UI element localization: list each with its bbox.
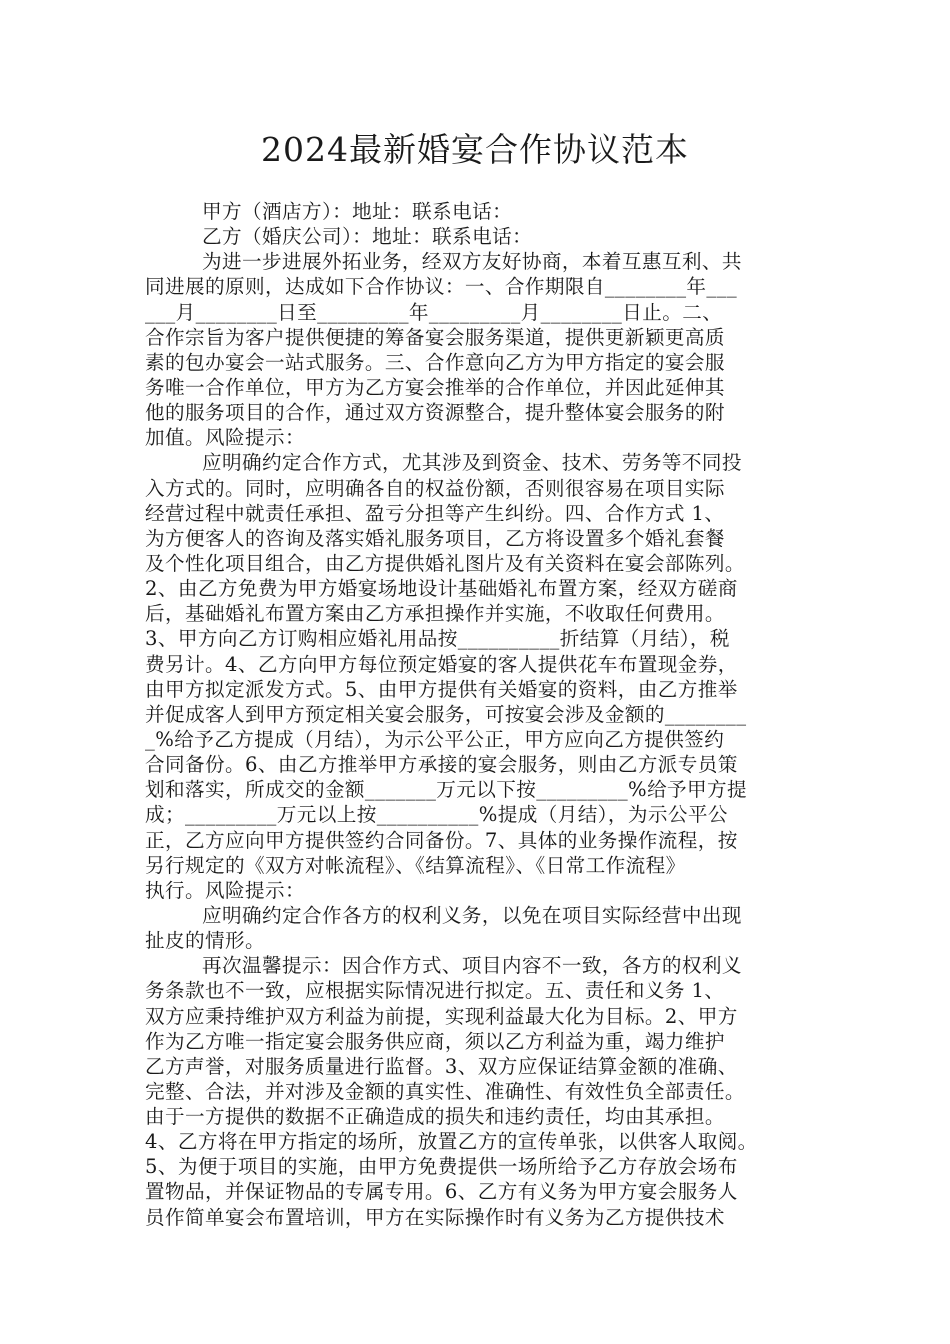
text-line: 乙方声誉，对服务质量进行监督。3、双方应保证结算金额的准确、: [145, 1054, 738, 1078]
text-line: 后，基础婚礼布置方案由乙方承担操作并实施，不收取任何费用。: [145, 602, 725, 626]
text-line: 成；_________万元以上按__________%提成（月结），为示公平公: [145, 803, 728, 827]
text-line: 应明确约定合作方式，尤其涉及到资金、技术、劳务等不同投: [202, 451, 742, 475]
text-line: 同进展的原则，达成如下合作协议：一、合作期限自________年___: [145, 275, 738, 299]
text-line: 合作宗旨为客户提供便捷的筹备宴会服务渠道，提供更新颖更高质: [145, 325, 725, 349]
text-line: 3、甲方向乙方订购相应婚礼用品按__________折结算（月结），税: [145, 627, 730, 651]
text-line: 为方便客人的咨询及落实婚礼服务项目，乙方将设置多个婚礼套餐: [145, 526, 725, 550]
text-line: 甲方（酒店方）：地址：联系电话：: [202, 200, 513, 223]
text-line: 及个性化项目组合，由乙方提供婚礼图片及有关资料在宴会部陈列。: [145, 551, 745, 575]
text-line: 费另计。4、乙方向甲方每位预定婚宴的客人提供花车布置现金券，: [145, 652, 738, 676]
text-line: 由甲方拟定派发方式。5、由甲方提供有关婚宴的资料，由乙方推举: [145, 677, 738, 701]
text-line: 务条款也不一致，应根据实际情况进行拟定。五、责任和义务 1、: [145, 979, 725, 1003]
text-line: 为进一步进展外拓业务，经双方友好协商，本着互惠互利、共: [202, 250, 742, 274]
text-line: 2、由乙方免费为甲方婚宴场地设计基础婚礼布置方案，经双方磋商: [145, 577, 738, 601]
text-line: 素的包办宴会一站式服务。三、合作意向乙方为甲方指定的宴会服: [145, 350, 725, 374]
text-line: 5、为便于项目的实施，由甲方免费提供一场所给予乙方存放会场布: [145, 1155, 738, 1179]
text-line: 作为乙方唯一指定宴会服务供应商，须以乙方利益为重，竭力维护: [145, 1029, 725, 1053]
text-line: 并促成客人到甲方预定相关宴会服务，可按宴会涉及金额的________: [145, 702, 747, 726]
text-line: 合同备份。6、由乙方推举甲方承接的宴会服务，则由乙方派专员策: [145, 753, 738, 777]
text-line: 由于一方提供的数据不正确造成的损失和违约责任，均由其承担。: [145, 1105, 725, 1129]
document-title: 2024最新婚宴合作协议范本: [261, 130, 689, 169]
text-line: 员作简单宴会布置培训，甲方在实际操作时有义务为乙方提供技术: [145, 1205, 725, 1229]
text-line: 另行规定的《双方对帐流程》、《结算流程》、《日常工作流程》: [145, 853, 686, 877]
text-line: 扯皮的情形。: [145, 929, 265, 953]
text-line: 再次温馨提示：因合作方式、项目内容不一致，各方的权利义: [202, 954, 742, 978]
text-line: 务唯一合作单位，甲方为乙方宴会推举的合作单位，并因此延伸其: [145, 375, 725, 399]
document-body: [145, 199, 810, 1230]
text-line: 划和落实，所成交的金额_______万元以下按_________%给予甲方提: [145, 778, 748, 802]
text-line: 执行。风险提示：: [145, 878, 305, 902]
text-line: 经营过程中就责任承担、盈亏分担等产生纠纷。四、合作方式 1、: [145, 501, 725, 525]
text-line: 入方式的。同时，应明确各自的权益份额，否则很容易在项目实际: [145, 476, 725, 500]
text-line: ___月________日至_________年_________月________日止。二、: [145, 300, 723, 324]
text-line: 加值。风险提示：: [145, 426, 305, 450]
text-line: 乙方（婚庆公司）：地址：联系电话：: [202, 225, 533, 249]
text-line: 正，乙方应向甲方提供签约合同备份。7、具体的业务操作流程，按: [145, 828, 738, 852]
text-line: 双方应秉持维护双方利益为前提，实现利益最大化为目标。2、甲方: [145, 1004, 738, 1028]
text-line: 他的服务项目的合作，通过双方资源整合，提升整体宴会服务的附: [145, 401, 725, 425]
text-line: 应明确约定合作各方的权利义务，以免在项目实际经营中出现: [202, 903, 742, 927]
text-line: 置物品，并保证物品的专属专用。6、乙方有义务为甲方宴会服务人: [145, 1180, 738, 1204]
text-line: 4、乙方将在甲方指定的场所，放置乙方的宣传单张，以供客人取阅。: [145, 1130, 758, 1154]
text-line: 完整、合法，并对涉及金额的真实性、准确性、有效性负全部责任。: [145, 1079, 745, 1103]
text-line: _%给予乙方提成（月结），为示公平公正，甲方应向乙方提供签约: [145, 727, 725, 751]
